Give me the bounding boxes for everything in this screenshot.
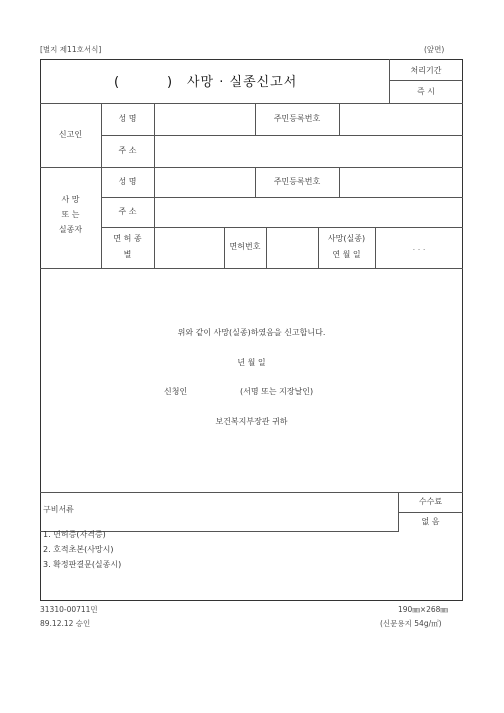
statement-text: 위와 같이 사망(실종)하였음을 신고합니다. [177, 328, 326, 337]
approval-date: 89.12.12 승인 [40, 619, 91, 628]
reporter-id-label: 주민등록번호 [273, 114, 321, 123]
deceased-row-line-2 [101, 227, 463, 228]
license-type-label-2: 별 [123, 250, 132, 259]
reporter-section-label: 신고인 [58, 130, 83, 139]
deceased-row-line-1 [101, 197, 463, 198]
fee-split-line [398, 512, 463, 513]
title-paren-close: ) [167, 75, 174, 90]
death-date-label-1: 사망(실종) [327, 234, 366, 243]
processing-label: 처리기간 [410, 66, 442, 75]
death-date-dots: . . . [412, 243, 426, 252]
fee-label: 수수료 [418, 497, 443, 506]
processing-split [389, 80, 463, 81]
deceased-section-label-1: 사 망 [61, 195, 80, 204]
reporter-address-label: 주 소 [118, 146, 137, 155]
processing-value: 즉 시 [417, 87, 435, 96]
deceased-name-label: 성 명 [118, 177, 137, 186]
reporter-label-col-line [154, 103, 155, 167]
form-code: 31310-00711민 [40, 605, 98, 614]
side-indicator: (앞면) [424, 45, 445, 54]
applicant-label: 신청인 [164, 387, 188, 396]
deceased-section-label-2: 또 는 [61, 210, 80, 219]
deceased-label-col-line [154, 167, 155, 268]
deceased-address-label: 주 소 [118, 207, 137, 216]
applicant-sign: (서명 또는 지장날인) [240, 387, 314, 396]
license-col-line-b [266, 227, 267, 268]
reporter-name-label: 성 명 [118, 114, 137, 123]
deceased-id-col-line-b [339, 167, 340, 197]
document-item-2: 2. 호적초본(사망시) [43, 545, 114, 554]
reporter-bottom-line [40, 167, 463, 168]
paper-size: 190㎜×268㎜ [398, 605, 448, 614]
deceased-bottom-line [40, 268, 463, 269]
title-paren-open: ( [114, 75, 121, 90]
reporter-row-line [101, 135, 463, 136]
recipient: 보건복지부장관 귀하 [215, 417, 288, 426]
deceased-id-label: 주민등록번호 [273, 177, 321, 186]
license-number-label: 면허번호 [229, 242, 261, 251]
title-bottom-line [40, 103, 463, 104]
license-col-line-c [318, 227, 319, 268]
paper-type: (신문용지 54g/㎡) [380, 619, 442, 628]
reporter-id-col-line-b [339, 103, 340, 135]
processing-divider [389, 59, 390, 103]
statement-date: 년 월 일 [237, 358, 266, 367]
death-date-label-2: 연 월 일 [332, 250, 361, 259]
license-type-label-1: 면 허 종 [113, 234, 142, 243]
fee-value: 없 음 [421, 517, 440, 526]
document-item-3: 3. 확정판결문(실종시) [43, 560, 122, 569]
form-number: [별지 제11호서식] [40, 45, 102, 54]
documents-title: 구비서류 [43, 505, 74, 514]
form-title: 사망 · 실종신고서 [187, 75, 298, 90]
deceased-section-label-3: 실종자 [58, 225, 83, 234]
documents-top-line [40, 492, 463, 493]
document-item-1: 1. 면허증(자격증) [43, 530, 106, 539]
